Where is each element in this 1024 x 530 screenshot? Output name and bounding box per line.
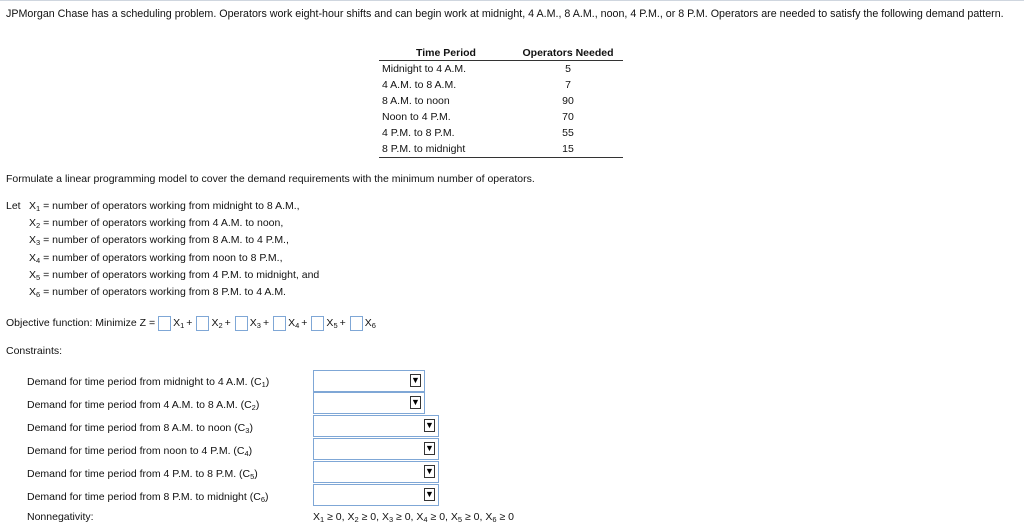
demand-table [379,46,623,158]
definition-text: $X_2$ = number of operators working from 4 A.M. to noon, [29,217,284,231]
constraint-dropdown-c4[interactable] [313,438,439,460]
table-row [379,125,623,141]
dropdown-arrow-icon[interactable]: ▼ [425,466,434,476]
variable-x4: $X_4$ [288,317,300,330]
plus-sign: + [262,317,270,329]
coefficient-input-x5[interactable] [311,316,324,331]
constraint-label-c3: Demand for time period from 8 A.M. to noon $(C_3)$ [27,422,253,435]
header-time-period: Time Period [379,46,513,61]
coefficient-input-x4[interactable] [273,316,286,331]
plus-sign: + [301,317,308,329]
period-cell: 8 P.M. to midnight [379,141,513,158]
definition-row [6,232,319,249]
table-row [379,77,623,93]
constraints-heading: Constraints: [6,345,63,357]
dropdown-arrow-icon[interactable]: ▼ [425,443,434,453]
constraint-label-c2: Demand for time period from 4 A.M. to 8 A.M. $(C_2)$ [27,399,260,412]
constraint-label-c4: Demand for time period from noon to 4 P.M. $(C_4)$ [27,445,253,458]
table-row [379,109,623,125]
problem-statement: JPMorgan Chase has a scheduling problem. Operators work eight-hour shifts and can begin work at midnight, 4 A.M., 8 A.M., noon, 4 P.M., or 8 P.M. Operators are needed to satisfy the following demand pattern. [6,8,1004,20]
operators-cell: 5 [565,63,571,75]
definition-row [6,250,319,267]
constraint-label-c6: Demand for time period from 8 P.M. to midnight $(C_6)$ [27,491,269,504]
operators-cell: 90 [562,95,574,107]
definition-text: $X_5$ = number of operators working from 4 P.M. to midnight, and [29,268,320,282]
coefficient-input-x3[interactable] [235,316,248,331]
table-row [379,93,623,109]
constraint-dropdown-c3[interactable] [313,415,439,437]
definition-text: $X_6$ = number of operators working from 8 P.M. to 4 A.M. [29,285,286,299]
variable-x6: $X_6$ [364,317,376,330]
definition-text: $X_3$ = number of operators working from 8 A.M. to 4 P.M., [29,234,289,248]
coefficient-input-x2[interactable] [196,316,209,331]
dropdown-arrow-icon[interactable]: ▼ [411,397,420,407]
variable-x2: $X_2$ [211,317,223,330]
let-word: Let [6,200,21,212]
constraint-dropdown-c2[interactable] [313,392,425,414]
plus-sign: + [339,317,346,329]
operators-cell: 55 [562,127,574,139]
dropdown-arrow-icon[interactable]: ▼ [411,375,420,385]
operators-cell: 15 [513,141,623,158]
dropdown-arrow-icon[interactable]: ▼ [425,489,434,499]
objective-function [6,313,377,333]
period-cell: 4 A.M. to 8 A.M. [382,79,457,91]
coefficient-input-x6[interactable] [350,316,363,331]
variable-x5: $X_5$ [326,317,338,330]
nonnegativity-label: Nonnegativity: [27,511,94,523]
constraint-label-c5: Demand for time period from 4 P.M. to 8 P.M. $(C_5)$ [27,468,258,481]
coefficient-input-x1[interactable] [158,316,171,331]
variable-x1: $X_1$ [173,317,185,330]
nonnegativity-constraints: $X_1 \ge 0$, $X_2 \ge 0$, $X_3 \ge 0$, $X_4 \ge 0$, $X_5 \ge 0$, $X_6 \ge 0$ [313,511,514,524]
period-cell: 4 P.M. to 8 P.M. [382,127,455,139]
variable-x3: $X_3$ [249,317,261,330]
period-cell: Noon to 4 P.M. [382,111,451,123]
constraint-dropdown-c5[interactable] [313,461,439,483]
definition-row [6,198,319,215]
definition-text: $X_4$ = number of operators working from noon to 8 P.M., [29,251,283,265]
period-cell: Midnight to 4 A.M. [382,63,467,75]
definition-row [6,267,319,284]
constraint-dropdown-c1[interactable] [313,370,425,392]
plus-sign: + [186,317,193,329]
variable-definitions [6,198,319,301]
table-row [379,141,623,158]
dropdown-arrow-icon[interactable]: ▼ [425,420,434,430]
definition-row [6,284,319,301]
constraint-dropdown-c6[interactable] [313,484,439,506]
period-cell: 8 A.M. to noon [382,95,450,107]
operators-cell: 70 [562,111,574,123]
formulate-instruction: Formulate a linear programming model to cover the demand requirements with the minimum number of operators. [6,173,535,185]
constraint-label-c1: Demand for time period from midnight to 4 A.M. $(C_1)$ [27,376,270,389]
objective-label: Objective function: Minimize Z = [6,317,156,329]
operators-cell: 7 [565,79,571,91]
header-operators-needed: Operators Needed [513,46,623,61]
definition-text: $X_1$ = number of operators working from midnight to 8 A.M., [29,200,300,213]
plus-sign: + [224,317,231,329]
top-divider [0,0,1024,1]
definition-row [6,215,319,232]
table-row [379,61,623,78]
